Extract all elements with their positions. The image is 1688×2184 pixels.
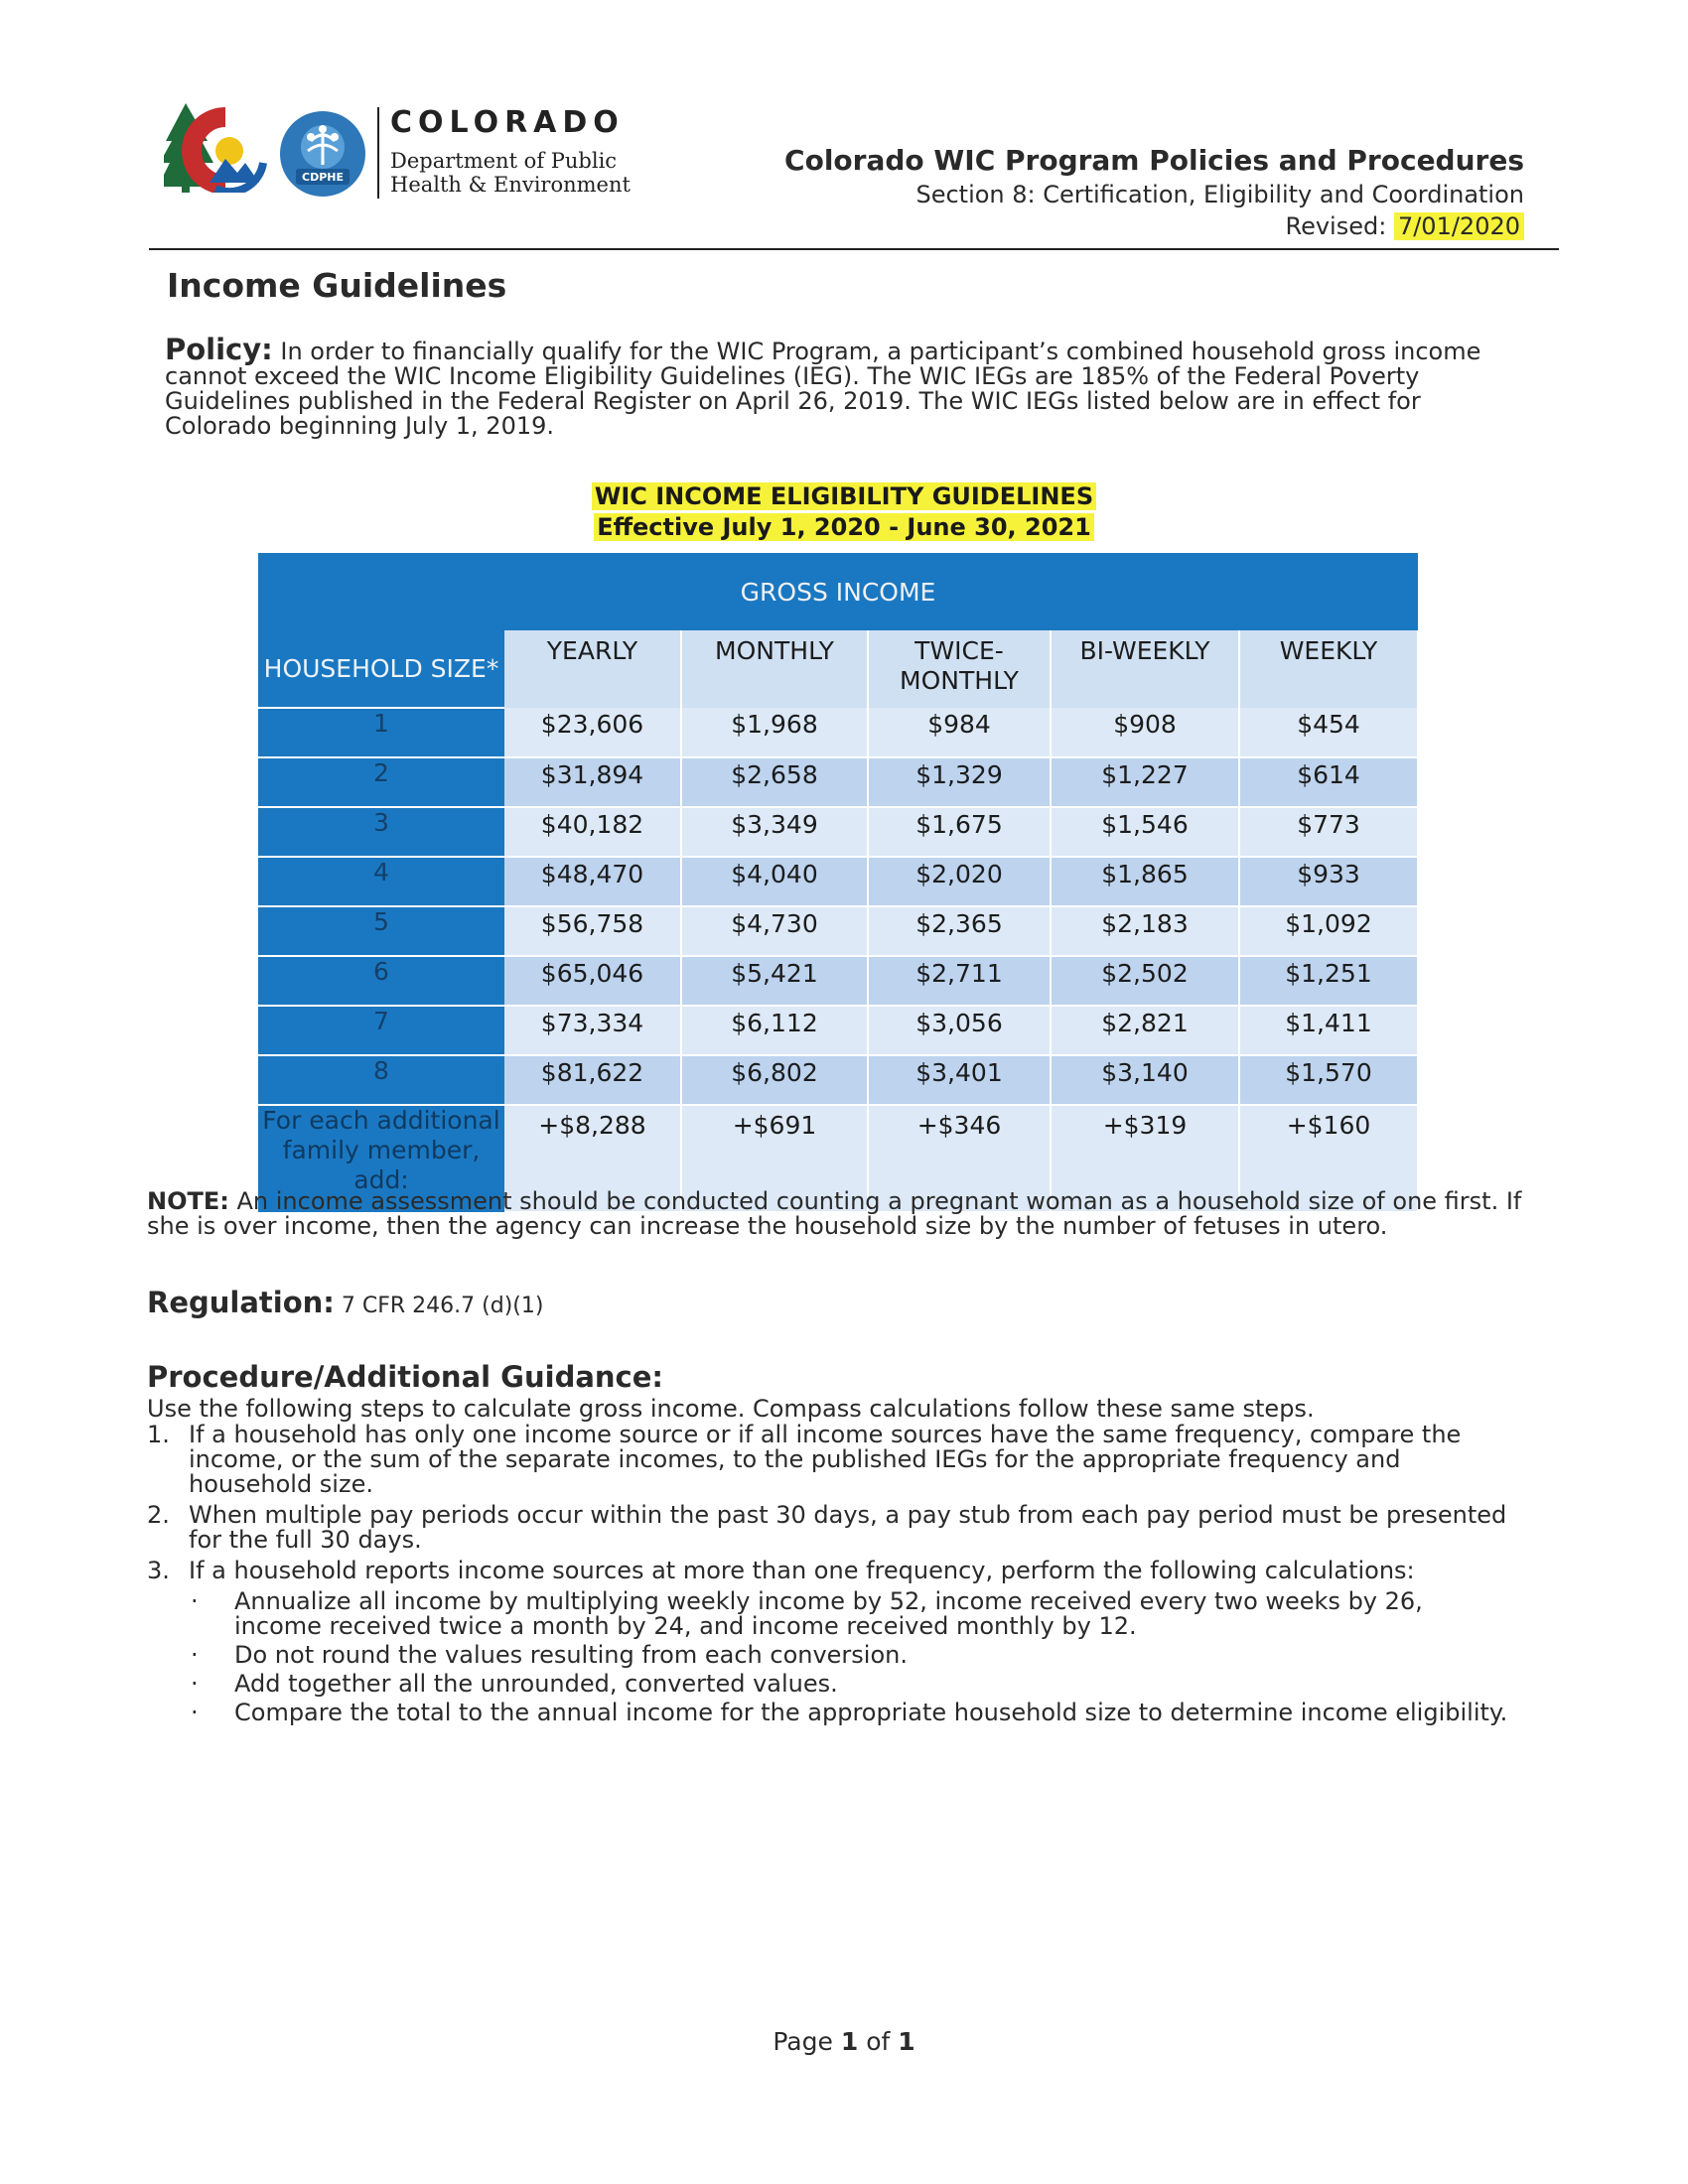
income-cell: $614 (1239, 757, 1418, 807)
income-cell: $5,421 (681, 956, 868, 1006)
income-cell: $1,968 (681, 708, 868, 757)
policy-label: Policy: (165, 333, 273, 366)
table-title (0, 481, 1688, 543)
income-cell: $773 (1239, 807, 1418, 857)
table-row (258, 857, 1418, 906)
household-size-cell: 4 (258, 857, 504, 906)
document-title: Colorado WIC Program Policies and Procedures (784, 144, 1524, 177)
page-number: 1 (840, 2027, 859, 2056)
page-title: Income Guidelines (167, 266, 507, 305)
calculation-bullets (147, 1589, 1517, 1725)
income-cell: $2,365 (868, 906, 1051, 956)
bullet-item (147, 1672, 1517, 1697)
income-cell: $1,251 (1239, 956, 1418, 1006)
procedure-steps (147, 1423, 1517, 1729)
household-size-cell: 1 (258, 708, 504, 757)
page-of-label: of (866, 2027, 891, 2056)
column-header-weekly: WEEKLY (1239, 630, 1418, 708)
bullet-icon: · (191, 1641, 199, 1669)
income-cell: $1,570 (1239, 1055, 1418, 1105)
additional-income-cell: +$319 (1051, 1105, 1239, 1212)
seal-text: CDPHE (302, 171, 344, 184)
income-cell: $40,182 (504, 807, 681, 857)
column-header-bi-weekly: BI-WEEKLY (1051, 630, 1239, 708)
regulation-label: Regulation: (147, 1286, 335, 1319)
table-row (258, 906, 1418, 956)
income-cell: $3,140 (1051, 1055, 1239, 1105)
step-text: When multiple pay periods occur within the past 30 days, a pay stub from each pay period must be presented for the full 30 days. (189, 1501, 1507, 1554)
column-header-twice-monthly: TWICE-MONTHLY (868, 630, 1051, 708)
additional-member-label: For each additional family member, add: (258, 1105, 504, 1212)
policy-paragraph (165, 333, 1485, 440)
procedure-intro: Use the following steps to calculate gross income. Compass calculations follow these same steps. (147, 1395, 1315, 1423)
household-size-cell: 5 (258, 906, 504, 956)
table-title-line2: Effective July 1, 2020 - June 30, 2021 (594, 513, 1094, 541)
income-cell: $1,675 (868, 807, 1051, 857)
department-name-line1: Department of Public (390, 149, 618, 173)
regulation-text: 7 CFR 246.7 (d)(1) (341, 1294, 544, 1318)
revised-date: 7/01/2020 (1394, 212, 1524, 240)
bullet-item (147, 1643, 1517, 1668)
income-cell: $1,546 (1051, 807, 1239, 857)
income-cell: $48,470 (504, 857, 681, 906)
additional-income-cell: +$691 (681, 1105, 868, 1212)
gross-income-header: GROSS INCOME (258, 553, 1418, 630)
income-cell: $3,401 (868, 1055, 1051, 1105)
logo-divider (377, 107, 379, 199)
income-cell: $1,865 (1051, 857, 1239, 906)
procedure-step (147, 1503, 1517, 1553)
income-cell: $6,802 (681, 1055, 868, 1105)
income-cell: $1,227 (1051, 757, 1239, 807)
regulation-line (147, 1286, 543, 1319)
bullet-item (147, 1701, 1517, 1725)
revised-line (1285, 212, 1524, 240)
cdphe-seal-icon (278, 109, 367, 199)
table-title-line1: WIC INCOME ELIGIBILITY GUIDELINES (592, 482, 1096, 510)
income-cell: $2,502 (1051, 956, 1239, 1006)
additional-income-cell: +$8,288 (504, 1105, 681, 1212)
department-name-line2: Health & Environment (390, 173, 631, 197)
bullet-icon: · (191, 1699, 199, 1726)
table-row (258, 956, 1418, 1006)
income-cell: $1,092 (1239, 906, 1418, 956)
income-cell: $4,730 (681, 906, 868, 956)
procedure-heading: Procedure/Additional Guidance: (147, 1360, 664, 1394)
income-cell: $2,821 (1051, 1006, 1239, 1055)
income-cell: $3,056 (868, 1006, 1051, 1055)
table-row (258, 757, 1418, 807)
column-header-monthly: MONTHLY (681, 630, 868, 708)
page-footer (0, 2027, 1688, 2056)
table-row (258, 708, 1418, 757)
income-cell: $23,606 (504, 708, 681, 757)
income-cell: $56,758 (504, 906, 681, 956)
household-size-cell: 8 (258, 1055, 504, 1105)
bullet-text: Annualize all income by multiplying weekly income by 52, income received every two weeks by 26, income received twice a month by 24, and income received monthly by 12. (234, 1587, 1423, 1640)
table-row (258, 807, 1418, 857)
note-text: An income assessment should be conducted counting a pregnant woman as a household size of one first. If she is over income, then the agency can increase the household size by the number of fetuses in utero. (147, 1187, 1522, 1240)
income-cell: $2,711 (868, 956, 1051, 1006)
additional-income-cell: +$160 (1239, 1105, 1418, 1212)
household-size-cell: 2 (258, 757, 504, 807)
income-cell: $31,894 (504, 757, 681, 807)
bullet-item (147, 1589, 1517, 1639)
revised-label: Revised: (1285, 212, 1394, 240)
household-size-cell: 7 (258, 1006, 504, 1055)
income-eligibility-table (258, 553, 1419, 1213)
income-cell: $984 (868, 708, 1051, 757)
bullet-icon: · (191, 1587, 199, 1615)
household-size-cell: 3 (258, 807, 504, 857)
page-label: Page (773, 2027, 833, 2056)
bullet-text: Add together all the unrounded, converted values. (234, 1670, 838, 1698)
procedure-step (147, 1559, 1517, 1583)
bullet-text: Compare the total to the annual income for the appropriate household size to determine income eligibility. (234, 1699, 1508, 1726)
step-number: 2. (147, 1501, 170, 1529)
income-cell: $4,040 (681, 857, 868, 906)
step-number: 3. (147, 1557, 170, 1584)
bullet-text: Do not round the values resulting from each conversion. (234, 1641, 908, 1669)
step-text: If a household has only one income source or if all income sources have the same frequency, compare the income, or the sum of the separate incomes, to the published IEGs for the appropriate frequency and household size. (189, 1421, 1462, 1498)
additional-income-cell: +$346 (868, 1105, 1051, 1212)
procedure-step (147, 1423, 1517, 1497)
household-size-header: HOUSEHOLD SIZE* (258, 630, 504, 708)
table-row (258, 1055, 1418, 1105)
income-cell: $6,112 (681, 1006, 868, 1055)
table-body (258, 708, 1418, 1212)
table-row (258, 1006, 1418, 1055)
income-cell: $65,046 (504, 956, 681, 1006)
income-cell: $2,658 (681, 757, 868, 807)
note-paragraph (147, 1189, 1557, 1239)
income-cell: $73,334 (504, 1006, 681, 1055)
income-cell: $3,349 (681, 807, 868, 857)
income-cell: $81,622 (504, 1055, 681, 1105)
step-text: If a household reports income sources at more than one frequency, perform the following calculations: (189, 1557, 1415, 1584)
colorado-logo-icon (164, 103, 268, 193)
household-size-cell: 6 (258, 956, 504, 1006)
page-total: 1 (898, 2027, 915, 2056)
income-cell: $2,020 (868, 857, 1051, 906)
document-section: Section 8: Certification, Eligibility and Coordination (915, 181, 1524, 208)
income-cell: $933 (1239, 857, 1418, 906)
income-cell: $1,411 (1239, 1006, 1418, 1055)
logo-area (164, 99, 660, 199)
step-number: 1. (147, 1421, 170, 1448)
state-name: COLORADO (390, 105, 625, 140)
header-divider (149, 248, 1559, 250)
income-cell: $1,329 (868, 757, 1051, 807)
note-label: NOTE: (147, 1187, 229, 1215)
column-header-yearly: YEARLY (504, 630, 681, 708)
policy-text: In order to financially qualify for the WIC Program, a participant’s combined household gross income cannot exceed the WIC Income Eligibility Guidelines (IEG). The WIC IEGs are 185% of the Federal Poverty Guidelines published in the Federal Register on April 26, 2019. The WIC IEGs listed below are in effect for Colorado beginning July 1, 2019. (165, 338, 1481, 440)
income-cell: $454 (1239, 708, 1418, 757)
income-cell: $908 (1051, 708, 1239, 757)
income-cell: $2,183 (1051, 906, 1239, 956)
bullet-icon: · (191, 1670, 199, 1698)
